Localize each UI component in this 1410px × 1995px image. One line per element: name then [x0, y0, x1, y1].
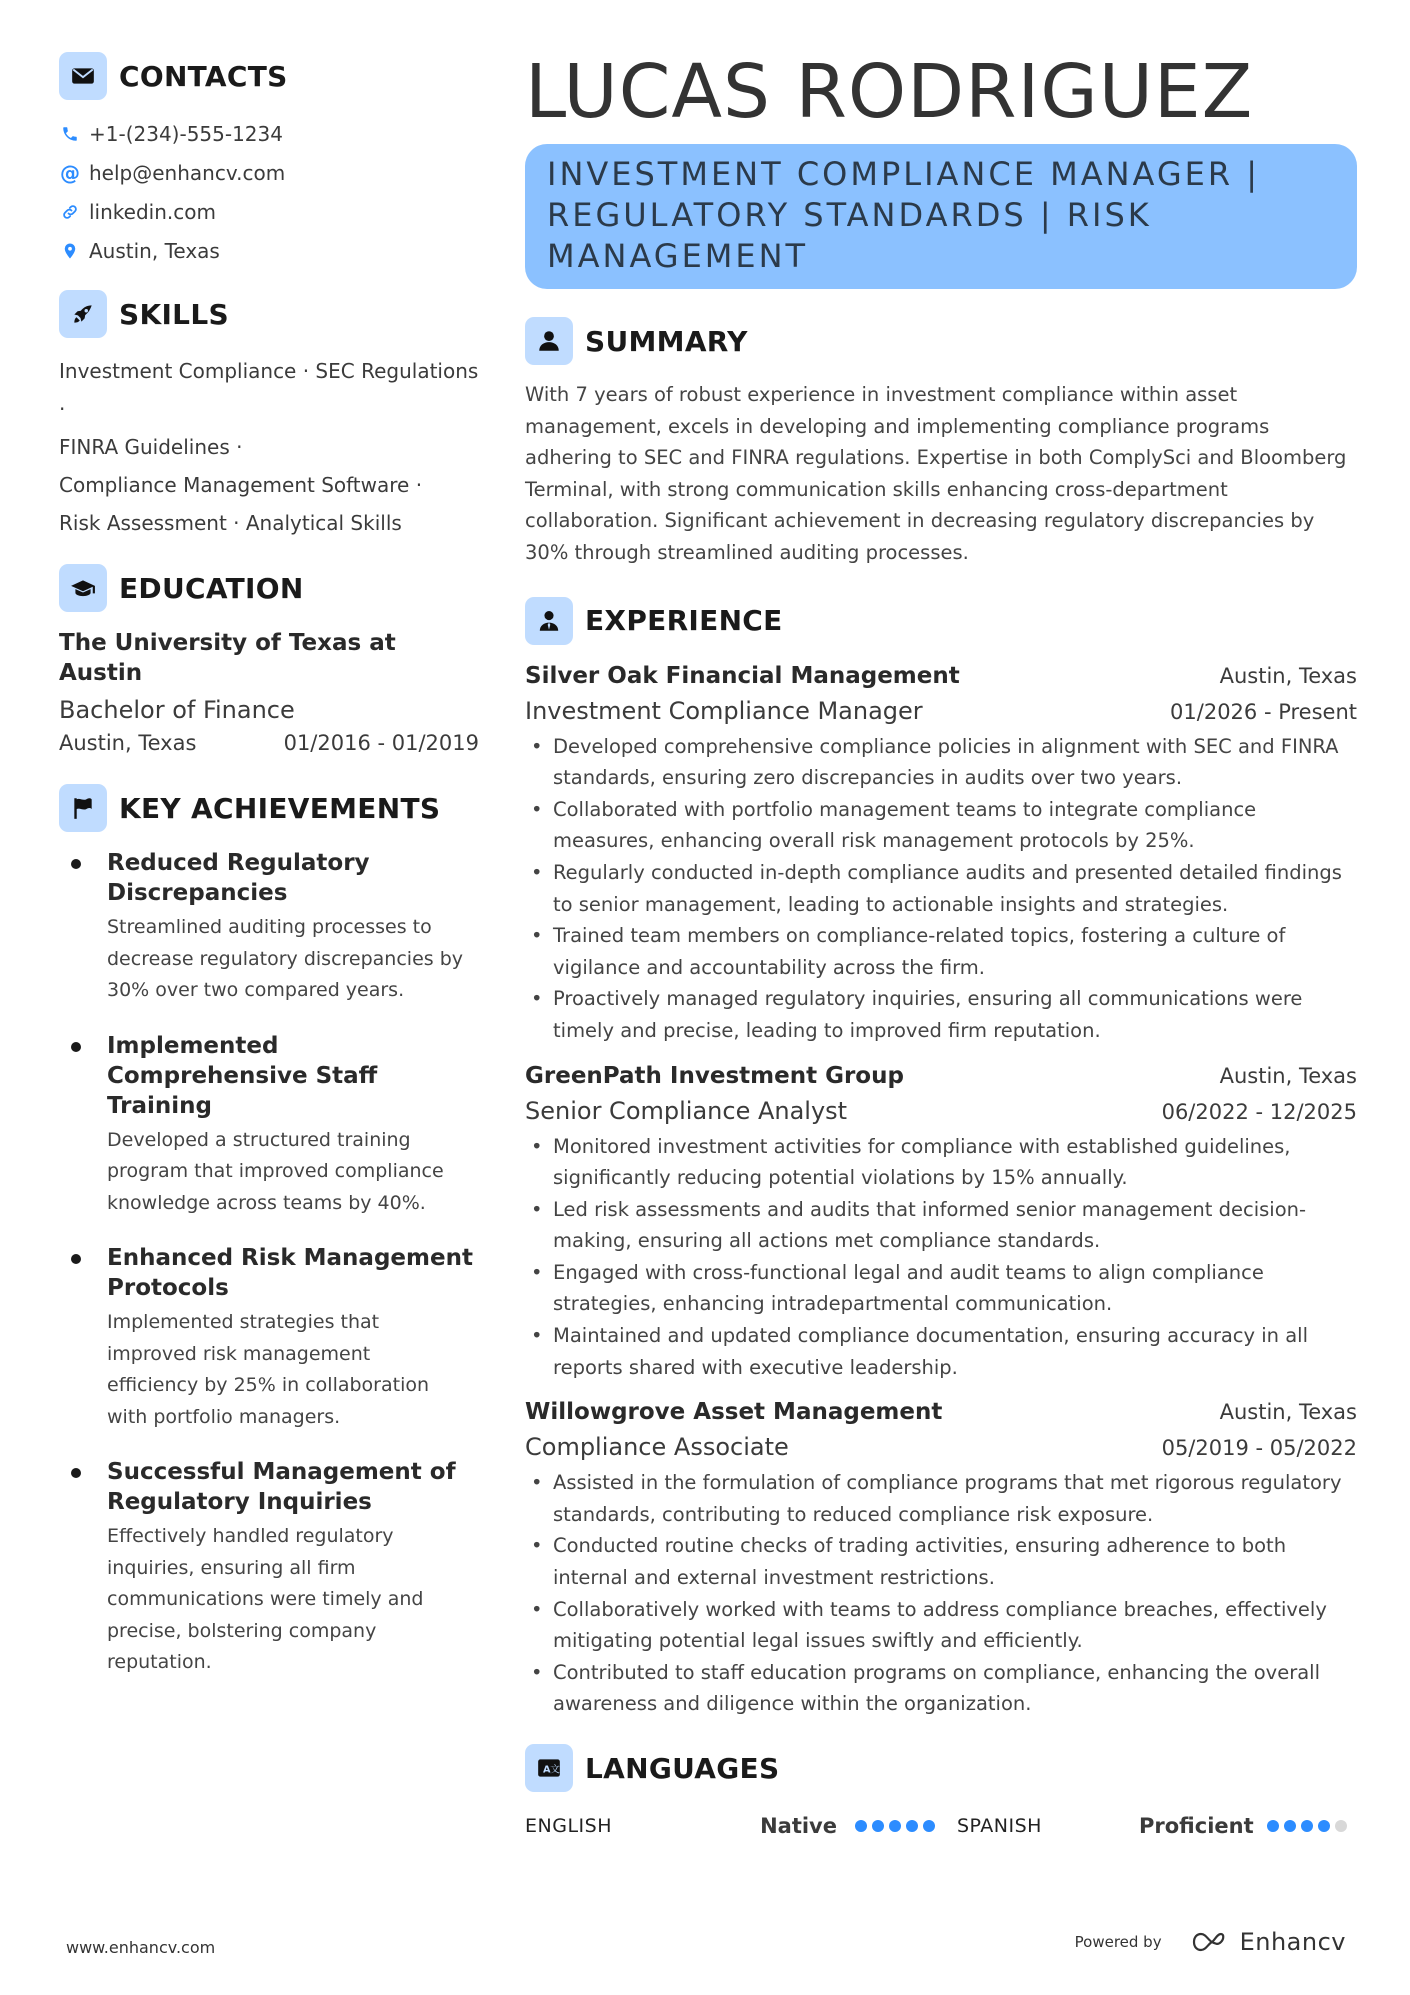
job-dates: 06/2022 - 12/2025 [1161, 1099, 1357, 1124]
skills-list [59, 352, 479, 542]
languages-title: LANGUAGES [585, 1751, 780, 1785]
translate-icon [525, 1744, 573, 1792]
achievement-item [59, 1243, 479, 1433]
job-role: Senior Compliance Analyst [525, 1096, 848, 1125]
phone-icon [59, 123, 81, 145]
achievement-desc: Implemented strategies that improved risk management efficiency by 25% in collaboration with portfolio managers. [107, 1311, 430, 1428]
job-location: Austin, Texas [1219, 1400, 1357, 1425]
contact-phone-text: +1-(234)-555-1234 [89, 121, 283, 146]
bullet-dot [71, 859, 81, 869]
candidate-name: LUCAS RODRIGUEZ [525, 49, 1254, 135]
skills-title: SKILLS [119, 297, 229, 331]
languages-row [525, 1806, 1357, 1846]
right-column [525, 49, 1357, 1846]
education-header [59, 564, 479, 612]
job-bullet: • Conducted routine checks of trading activities, ensuring adherence to both internal and external investment restrictions. [525, 1530, 1357, 1593]
graduation-cap-icon [59, 564, 107, 612]
bullet-dot [71, 1254, 81, 1264]
powered-by-label: Powered by [1074, 1933, 1162, 1951]
rating-dot [1318, 1820, 1330, 1832]
flag-icon [59, 784, 107, 832]
rocket-icon [59, 290, 107, 338]
contacts-title: CONTACTS [119, 59, 288, 93]
job-bullet: • Developed comprehensive compliance policies in alignment with SEC and FINRA standards, ensuring zero discrepancies in audits over two years. [525, 731, 1357, 794]
language-rating [855, 1820, 935, 1832]
summary-title: SUMMARY [585, 324, 748, 358]
contact-location-text: Austin, Texas [89, 238, 220, 263]
contacts-header [59, 52, 479, 100]
job-bullet: • Regularly conducted in-depth compliance audits and presented detailed findings to senior management, leading to actionable insights and strategies. [525, 857, 1357, 920]
achievement-item [59, 1031, 479, 1220]
brand-name: Enhancv [1239, 1928, 1346, 1956]
education-dates: 01/2016 - 01/2019 [283, 731, 479, 755]
job-company: GreenPath Investment Group [525, 1062, 904, 1089]
job-dates: 01/2026 - Present [1170, 699, 1357, 724]
bullet-dot [71, 1468, 81, 1478]
job-bullet: • Collaborated with portfolio management teams to integrate compliance measures, enhancing overall risk management protocols by 25%. [525, 794, 1357, 857]
job-bullets [525, 1467, 1357, 1720]
job-bullet: • Led risk assessments and audits that informed senior management decision-making, ensuring all actions met compliance standards. [525, 1194, 1357, 1257]
job-role: Compliance Associate [525, 1433, 789, 1462]
skills-line: FINRA Guidelines · [59, 435, 243, 459]
enhancv-logo-icon [1190, 1929, 1234, 1955]
job-header-row [525, 659, 1357, 693]
footer-branding [1075, 1928, 1346, 1956]
rating-dot [1267, 1820, 1279, 1832]
rating-dot [855, 1820, 867, 1832]
rating-dot [1301, 1820, 1313, 1832]
contact-linkedin-text: linkedin.com [89, 199, 216, 224]
languages-header [525, 1744, 1357, 1792]
education-location: Austin, Texas [59, 731, 197, 755]
job-bullets [525, 1131, 1357, 1384]
language-rating [1267, 1820, 1347, 1832]
left-column [59, 52, 479, 1703]
achievement-item [59, 848, 479, 1007]
rating-dot [906, 1820, 918, 1832]
rating-dot [1335, 1820, 1347, 1832]
svg-text:A: A [543, 1764, 551, 1776]
language-item [525, 1814, 957, 1838]
job-header-row [525, 1059, 1357, 1093]
briefcase-person-icon [525, 597, 573, 645]
achievement-desc: Developed a structured training program that improved compliance knowledge across teams by 40%. [107, 1128, 444, 1214]
achievement-title: Enhanced Risk Management Protocols [107, 1245, 473, 1301]
job-bullet: • Collaboratively worked with teams to address compliance breaches, effectively mitigating potential legal issues swiftly and efficiently. [525, 1594, 1357, 1657]
contact-email-text: help@enhancv.com [89, 160, 286, 185]
svg-text:文: 文 [550, 1764, 560, 1776]
at-icon: @ [60, 160, 80, 185]
brand-logo[interactable] [1190, 1928, 1346, 1956]
job-role-row [525, 1429, 1357, 1466]
job-company: Silver Oak Financial Management [525, 662, 960, 689]
contact-location [59, 231, 479, 270]
contact-linkedin[interactable] [59, 192, 479, 231]
language-name: SPANISH [957, 1815, 1042, 1837]
job-entry [525, 659, 1357, 1047]
achievement-desc: Effectively handled regulatory inquiries, ensuring all firm communications were timely and precise, bolstering company reputation. [107, 1525, 424, 1673]
link-icon [59, 201, 81, 223]
achievement-item [59, 1457, 479, 1679]
candidate-title: INVESTMENT COMPLIANCE MANAGER | REGULATORY STANDARDS | RISK MANAGEMENT [547, 155, 1261, 275]
achievement-desc: Streamlined auditing processes to decrease regulatory discrepancies by 30% over two compared years. [107, 916, 463, 1001]
skills-line: Risk Assessment · Analytical Skills [59, 511, 402, 535]
job-bullet: • Maintained and updated compliance documentation, ensuring accuracy in all reports shared with executive leadership. [525, 1320, 1357, 1383]
job-company: Willowgrove Asset Management [525, 1399, 943, 1426]
job-entry [525, 1059, 1357, 1384]
achievements-title: KEY ACHIEVEMENTS [119, 791, 441, 825]
language-item [957, 1814, 1357, 1838]
job-bullets [525, 731, 1357, 1047]
language-name: ENGLISH [525, 1815, 612, 1837]
skills-header [59, 290, 479, 338]
job-role: Investment Compliance Manager [525, 696, 923, 725]
job-bullet: • Monitored investment activities for compliance with established guidelines, significantly reducing potential violations by 15% annually. [525, 1131, 1357, 1194]
rating-dot [889, 1820, 901, 1832]
job-role-row [525, 1093, 1357, 1130]
skills-line: Compliance Management Software · [59, 473, 423, 497]
title-banner [525, 144, 1357, 289]
rating-dot [923, 1820, 935, 1832]
summary-text: With 7 years of robust experience in investment compliance within asset management, excels in developing and implementing compliance programs adhering to SEC and FINRA regulations. Expertise in both ComplySci and Bloomberg Terminal, with strong communication skills enhancing cross-department collaboration. Significant achievement in decreasing regulatory discrepancies by 30% through streamlined auditing processes. [525, 383, 1347, 564]
job-dates: 05/2019 - 05/2022 [1161, 1436, 1357, 1461]
contact-phone[interactable] [59, 114, 479, 153]
contact-email[interactable] [59, 153, 479, 192]
education-school: The University of Texas at Austin [59, 630, 396, 686]
envelope-icon [59, 52, 107, 100]
achievements-header [59, 784, 479, 832]
summary-header [525, 317, 1357, 365]
bullet-dot [71, 1042, 81, 1052]
rating-dot [1284, 1820, 1296, 1832]
job-location: Austin, Texas [1219, 1063, 1357, 1088]
job-bullet: • Trained team members on compliance-related topics, fostering a culture of vigilance and accountability across the firm. [525, 920, 1357, 983]
language-level: Native [760, 1814, 837, 1838]
education-entry [59, 628, 479, 758]
footer-website[interactable]: www.enhancv.com [66, 1938, 216, 1957]
job-bullet: • Proactively managed regulatory inquiries, ensuring all communications were timely and precise, leading to improved firm reputation. [525, 983, 1357, 1046]
location-pin-icon [59, 240, 81, 262]
experience-list [525, 659, 1357, 1720]
contacts-list [59, 114, 479, 270]
education-degree: Bachelor of Finance [59, 696, 295, 724]
job-bullet: • Assisted in the formulation of compliance programs that met rigorous regulatory standards, contributing to reduced compliance risk exposure. [525, 1467, 1357, 1530]
education-title: EDUCATION [119, 571, 304, 605]
education-meta [59, 728, 479, 758]
experience-title: EXPERIENCE [585, 604, 783, 638]
skills-line: Investment Compliance · SEC Regulations · [59, 359, 479, 421]
rating-dot [872, 1820, 884, 1832]
job-entry [525, 1395, 1357, 1720]
achievement-title: Reduced Regulatory Discrepancies [107, 850, 370, 906]
job-role-row [525, 693, 1357, 730]
achievement-title: Implemented Comprehensive Staff Training [107, 1032, 378, 1119]
achievements-list [59, 848, 479, 1679]
experience-header [525, 597, 1357, 645]
achievement-title: Successful Management of Regulatory Inquiries [107, 1459, 456, 1515]
job-header-row [525, 1395, 1357, 1429]
language-level: Proficient [1139, 1814, 1254, 1838]
job-location: Austin, Texas [1219, 663, 1357, 688]
job-bullet: • Contributed to staff education programs on compliance, enhancing the overall awareness and diligence within the organization. [525, 1657, 1357, 1720]
user-icon [525, 317, 573, 365]
job-bullet: • Engaged with cross-functional legal and audit teams to align compliance strategies, enhancing intradepartmental communication. [525, 1257, 1357, 1320]
